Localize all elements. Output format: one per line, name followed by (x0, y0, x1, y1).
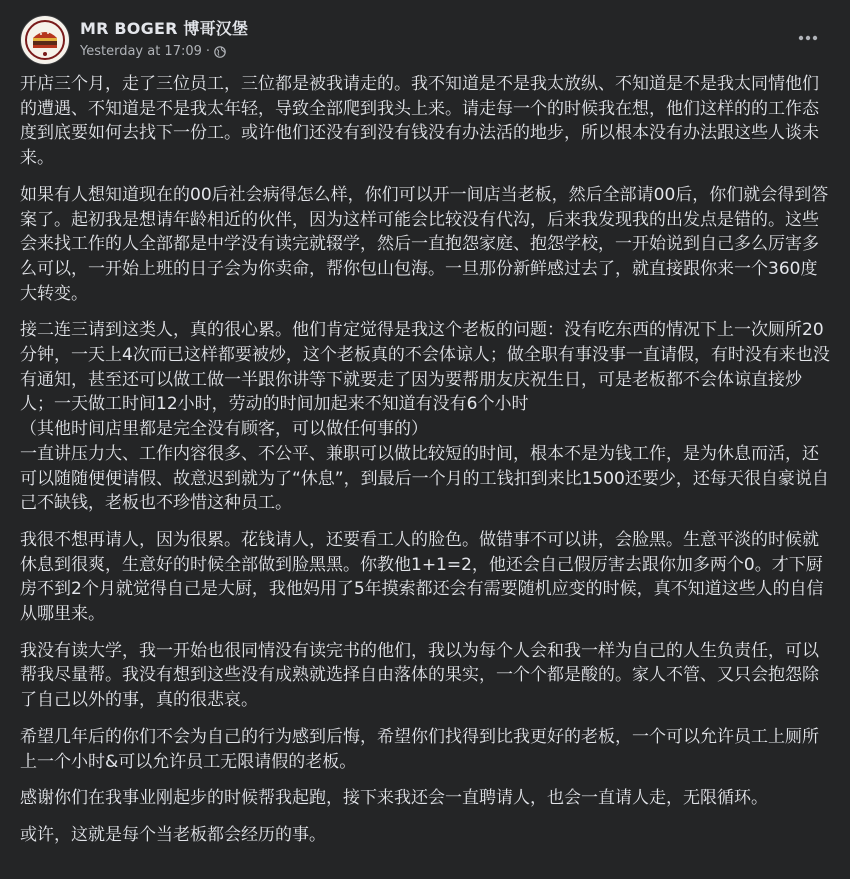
post-paragraph: 感谢你们在我事业刚起步的时候帮我起跑，接下来我还会一直聘请人，也会一直请人走，无限循环。 (20, 788, 768, 809)
more-horizontal-icon (798, 35, 818, 41)
post-paragraph: 希望几年后的你们不会为自己的行为感到后悔，希望你们找得到比我更好的老板，一个可以允许员工上厕所上一个小时&可以允许员工无限请假的老板。 (20, 726, 819, 772)
post-meta (80, 44, 226, 59)
post-paragraph: 开店三个月，走了三位员工，三位都是被我请走的。我不知道是不是我太放纵、不知道是不是我太同情他们的遭遇、不知道是不是我太年轻，导致全部爬到我头上来。请走每一个的时候我在想，他们这样的的工作态度到底要如何去找下一份工。或许他们还没有到没有钱没有办法活的地步，所以根本没有办法跟这些人谈未来。 (20, 74, 819, 169)
globe-icon[interactable] (214, 46, 226, 58)
page-avatar[interactable] (20, 15, 70, 65)
post-paragraph: 如果有人想知道现在的00后社会病得怎么样，你们可以开一间店当老板，然后全部请00后，你们就会得到答案了。起初我是想请年龄相近的伙伴，因为这样可能会比较没有代沟，后来我发现我的出发点是错的。这些会来找工作的人全部都是中学没有读完就辍学，然后一直抱怨家庭、抱怨学校，一开始说到自己多么厉害多么可以，一开始上班的日子会为你卖命，帮你包山包海。一旦那份新鲜感过去了，就直接跟你来一个360度大转变。 (20, 184, 829, 304)
page-name[interactable]: MR BOGER 博哥汉堡 (80, 19, 249, 38)
post-timestamp[interactable]: Yesterday at 17:09 (80, 44, 202, 59)
meta-separator: · (205, 44, 211, 59)
post-header (0, 0, 850, 70)
post-paragraph: 我没有读大学，我一开始也很同情没有读完书的他们，我以为每个人会和我一样为自己的人生负责任，可以帮我尽量帮。我没有想到这些没有成熟就选择自由落体的果实，一个个都是酸的。家人不管、又只会抱怨除了自己以外的事，真的很悲哀。 (20, 640, 819, 711)
post-paragraph: 我很不想再请人，因为很累。花钱请人，还要看工人的脸色。做错事不可以讲，会脸黑。生意平淡的时候就休息到很爽，生意好的时候全部做到脸黑黑。你教他1+1=2，他还会自己假厉害去跟你加多两个0。才下厨房不到2个月就觉得自己是大厨，我他妈用了5年摸索都还会有需要随机应变的时候，真不知道这些人的自信从哪里来。 (20, 529, 824, 625)
post-paragraph: 接二连三请到这类人，真的很心累。他们肯定觉得是我这个老板的问题：没有吃东西的情况下上一次厕所20分钟，一天上4次而已这样都要被炒，这个老板真的不会体谅人；做全职有事没事一直请假，有时没有来也没有通知，甚至还可以做工做一半跟你讲等下就要走了因为要帮朋友庆祝生日，可是老板都不会体谅直接炒人；一天做工时间12小时，劳动的时间加起来不知道有没有6个小时 （其他时间店里都是完全没有顾客，可以做任何事的） 一直讲压力大、工作内容很多、不公平、兼职可以做比较短的时间，根本不是为钱工作，是为休息而活，还可以随随便便请假、故意迟到就为了“休息”，到最后一个月的工钱扣到来比1500还要少，还每天很自豪说自己不缺钱，老板也不珍惜这种员工。 (20, 320, 830, 514)
post-paragraph: 或许，这就是每个当老板都会经历的事。 (20, 824, 326, 845)
more-options-button[interactable] (794, 24, 822, 52)
burger-logo-icon (21, 16, 69, 64)
post-body (20, 72, 832, 860)
